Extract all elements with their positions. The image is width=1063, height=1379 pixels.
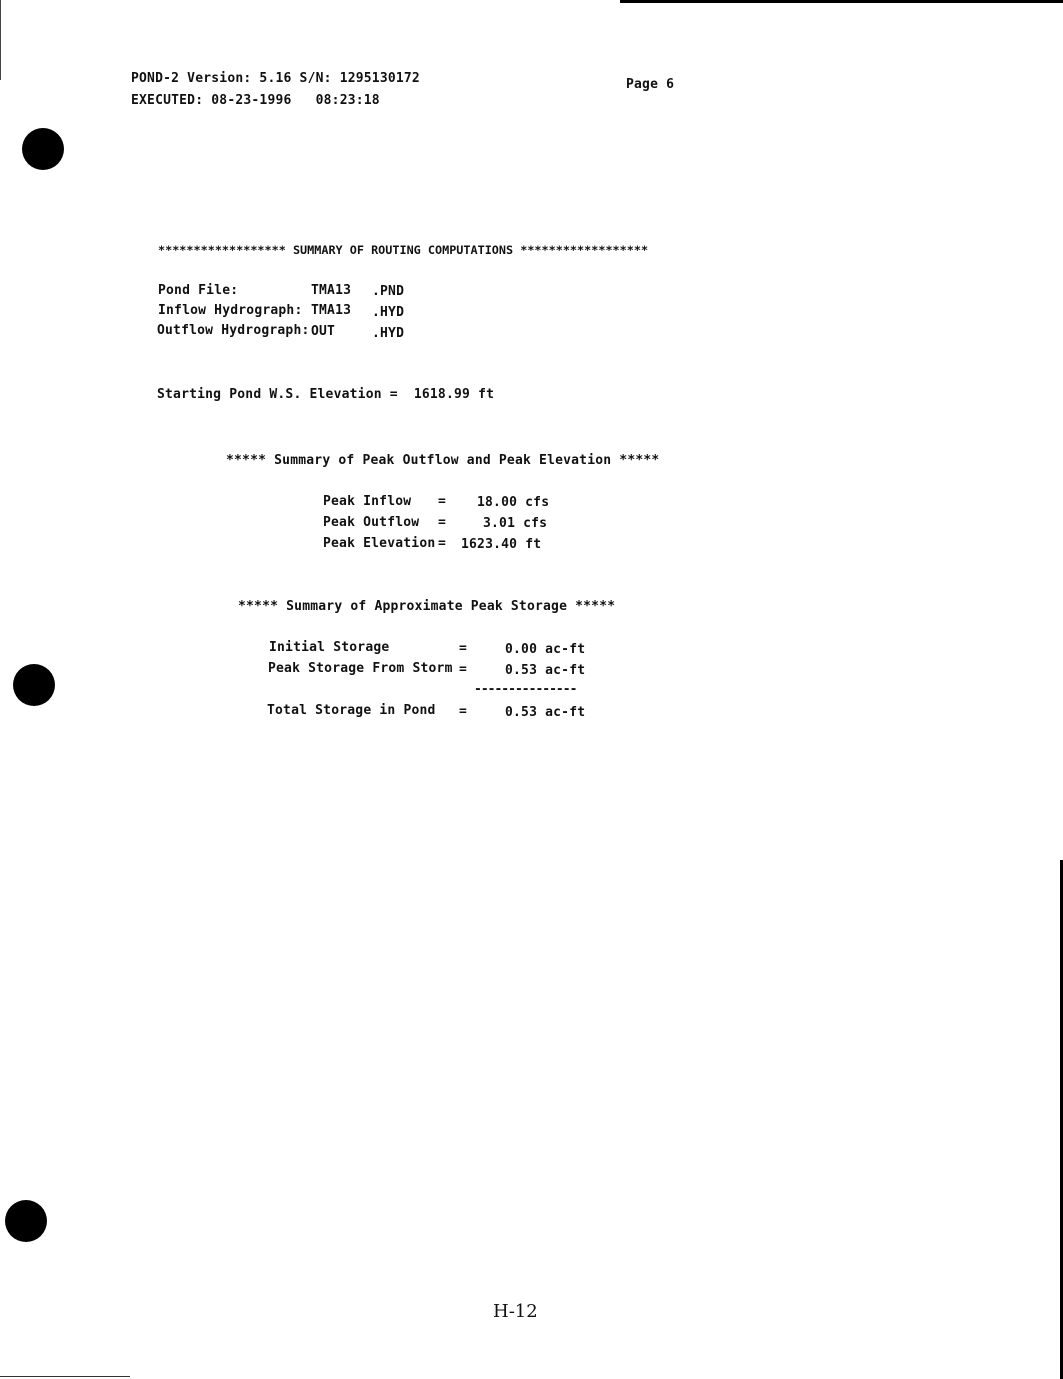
page-number: Page 6 xyxy=(626,77,675,92)
scan-edge-bottom xyxy=(0,1376,130,1377)
punch-hole-middle xyxy=(13,664,55,706)
peak-storage-label: Peak Storage From Storm xyxy=(268,661,453,676)
file-label-pond: Pond File: xyxy=(158,283,239,298)
peak-outflow-equals: = xyxy=(438,515,447,530)
file-label-outflow: Outflow Hydrograph: xyxy=(157,323,310,338)
file-ext-inflow: .HYD xyxy=(372,305,405,320)
punch-hole-bottom xyxy=(5,1200,47,1242)
total-storage-label: Total Storage in Pond xyxy=(267,703,436,718)
file-name-pond: TMA13 xyxy=(311,283,352,298)
file-name-inflow: TMA13 xyxy=(311,303,352,318)
scan-edge-left xyxy=(0,0,1,80)
peak-inflow-equals: = xyxy=(438,494,447,509)
starting-elevation: Starting Pond W.S. Elevation = 1618.99 ft xyxy=(157,387,495,402)
initial-storage-value: 0.00 ac-ft xyxy=(505,642,586,657)
file-ext-outflow: .HYD xyxy=(372,326,405,341)
initial-storage-equals: = xyxy=(459,641,468,656)
peak-outflow-value: 3.01 cfs xyxy=(483,516,548,531)
peak-storage-equals: = xyxy=(459,662,468,677)
peak-inflow-value: 18.00 cfs xyxy=(477,495,550,510)
peak-elevation-equals: = xyxy=(438,536,447,551)
file-name-outflow: OUT xyxy=(311,324,336,339)
routing-title: ****************** SUMMARY OF ROUTING COMPUTATIONS ****************** xyxy=(158,243,649,257)
peak-outflow-label: Peak Outflow xyxy=(323,515,420,530)
storage-separator: --------------- xyxy=(474,682,577,697)
peak-storage-value: 0.53 ac-ft xyxy=(505,663,586,678)
initial-storage-label: Initial Storage xyxy=(269,640,390,655)
executed-line: EXECUTED: 08-23-1996 08:23:18 xyxy=(131,93,380,108)
total-storage-value: 0.53 ac-ft xyxy=(505,705,586,720)
punch-hole-top xyxy=(22,128,64,170)
storage-title: ***** Summary of Approximate Peak Storage ***** xyxy=(238,599,616,614)
total-storage-equals: = xyxy=(459,704,468,719)
version-line: POND-2 Version: 5.16 S/N: 1295130172 xyxy=(131,71,420,86)
peak-elevation-label: Peak Elevation xyxy=(323,536,436,551)
peak-title: ***** Summary of Peak Outflow and Peak Elevation ***** xyxy=(226,453,660,468)
page-code: H-12 xyxy=(493,1301,538,1322)
peak-inflow-label: Peak Inflow xyxy=(323,494,412,509)
file-ext-pond: .PND xyxy=(372,284,405,299)
file-label-inflow: Inflow Hydrograph: xyxy=(158,303,303,318)
peak-elevation-value: 1623.40 ft xyxy=(461,537,542,552)
scan-edge-top xyxy=(620,0,1063,3)
